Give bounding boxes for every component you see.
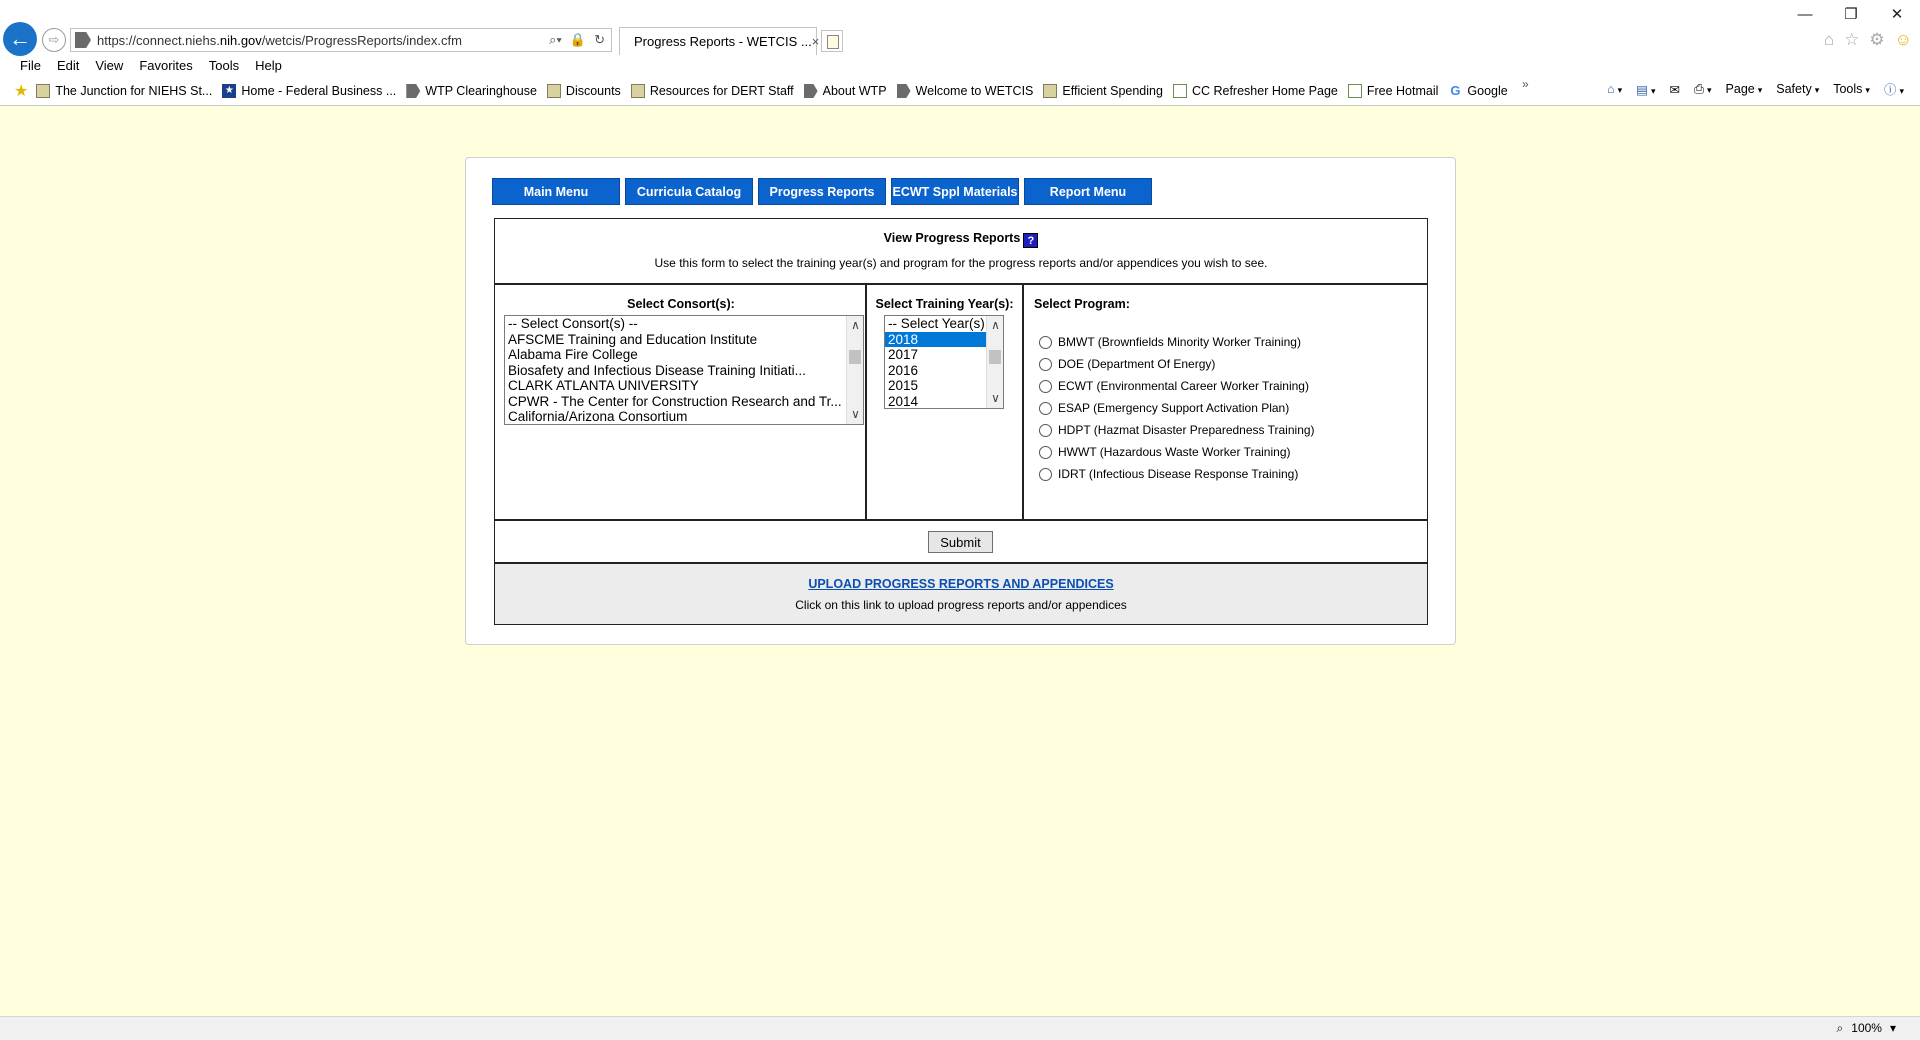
favorite-item[interactable] <box>222 84 396 98</box>
favorite-item[interactable] <box>36 84 212 98</box>
scroll-down-icon[interactable]: ∨ <box>851 407 860 421</box>
upload-reports-link[interactable]: UPLOAD PROGRESS REPORTS AND APPENDICES <box>808 577 1114 591</box>
home-menu-button[interactable]: ⌂ ▾ <box>1607 82 1623 96</box>
favorite-item[interactable] <box>804 84 887 98</box>
program-column <box>1024 285 1429 519</box>
favorite-label: Free Hotmail <box>1366 84 1439 98</box>
curricula-catalog-button[interactable]: Curricula Catalog <box>625 178 753 205</box>
back-arrow-icon: ← <box>9 26 31 51</box>
program-option-label: ECWT (Environmental Career Worker Training) <box>1058 379 1309 393</box>
page-menu[interactable]: Page ▾ <box>1725 82 1763 96</box>
restore-icon[interactable]: ❐ <box>1844 6 1858 23</box>
page-menu-label: Page <box>1725 82 1755 96</box>
favorite-label: Discounts <box>565 84 621 98</box>
help-question-icon[interactable]: ? <box>1023 233 1038 248</box>
status-bar <box>0 1016 1920 1040</box>
upload-section <box>495 564 1427 624</box>
safety-menu-label: Safety <box>1776 82 1812 96</box>
program-option-label: ESAP (Emergency Support Activation Plan) <box>1058 401 1290 415</box>
program-option-label: IDRT (Infectious Disease Response Training) <box>1058 467 1299 481</box>
program-option-label: DOE (Department Of Energy) <box>1058 357 1216 371</box>
program-option-hdpt[interactable] <box>1039 423 1315 437</box>
menu-bar <box>0 56 290 76</box>
zoom-dropdown-icon[interactable]: ▾ <box>1889 1021 1896 1035</box>
favorite-item[interactable] <box>631 84 794 98</box>
report-menu-button[interactable]: Report Menu <box>1024 178 1152 205</box>
year-option[interactable]: 2015 <box>888 378 919 393</box>
address-bar[interactable] <box>70 28 612 52</box>
folder-icon <box>1043 84 1057 98</box>
home-icon: ⌂ <box>1607 82 1615 96</box>
submit-button[interactable]: Submit <box>928 531 993 553</box>
mail-icon: ✉ <box>1669 82 1680 97</box>
submit-row <box>495 519 1427 564</box>
favorite-item[interactable] <box>1448 84 1507 98</box>
favorite-label: Efficient Spending <box>1062 84 1163 98</box>
favorite-label: CC Refresher Home Page <box>1191 84 1338 98</box>
consort-column <box>495 285 867 519</box>
forward-button[interactable] <box>42 28 66 52</box>
folder-icon <box>36 84 50 98</box>
form-title <box>495 231 1427 248</box>
help-menu[interactable]: ⓘ ▾ <box>1883 83 1904 97</box>
zoom-icon: ⌕ <box>1836 1021 1844 1035</box>
menu-tools[interactable]: Tools <box>208 58 240 73</box>
menu-view[interactable]: View <box>95 58 124 73</box>
zoom-level: 100% <box>1851 1021 1882 1035</box>
tools-menu[interactable]: Tools ▾ <box>1833 82 1870 96</box>
google-icon: G <box>1450 83 1461 98</box>
year-scrollbar[interactable] <box>986 316 1003 408</box>
favorite-item[interactable] <box>897 84 1034 98</box>
tab-progress-reports[interactable] <box>619 27 820 55</box>
radio-button[interactable] <box>1039 402 1052 415</box>
radio-button[interactable] <box>1039 358 1052 371</box>
progress-report-form <box>494 218 1428 625</box>
year-option[interactable]: -- Select Year(s) <box>888 316 985 331</box>
program-option-doe[interactable] <box>1039 357 1215 371</box>
program-option-label: BMWT (Brownfields Minority Worker Training) <box>1058 335 1301 349</box>
radio-button[interactable] <box>1039 446 1052 459</box>
year-label: Select Training Year(s): <box>875 297 1014 311</box>
program-option-esap[interactable] <box>1039 401 1289 415</box>
favorite-label: Google <box>1467 84 1508 98</box>
progress-reports-button[interactable]: Progress Reports <box>758 178 886 205</box>
favorite-label: Resources for DERT Staff <box>649 84 794 98</box>
year-option[interactable]: 2014 <box>888 393 919 409</box>
safety-menu[interactable]: Safety ▾ <box>1776 82 1820 96</box>
radio-button[interactable] <box>1039 380 1052 393</box>
folder-icon <box>547 84 561 98</box>
top-navigation <box>492 178 1152 205</box>
scroll-up-icon[interactable]: ∧ <box>851 318 860 332</box>
command-bar <box>1607 80 1904 98</box>
menu-edit[interactable]: Edit <box>56 58 80 73</box>
url-domain: nih.gov <box>219 32 262 48</box>
document-icon <box>1173 84 1187 98</box>
minimize-icon[interactable]: — <box>1797 5 1813 23</box>
scroll-thumb[interactable] <box>989 350 1001 364</box>
year-listbox[interactable] <box>884 315 1004 409</box>
page-icon <box>804 84 818 98</box>
favorite-label: Home - Federal Business ... <box>241 84 397 98</box>
forward-arrow-icon: ⇨ <box>48 32 60 47</box>
page-icon <box>406 84 420 98</box>
menu-favorites[interactable]: Favorites <box>139 58 193 73</box>
more-favorites-chevron-icon[interactable]: » <box>1522 77 1529 91</box>
new-tab-button[interactable] <box>821 30 843 52</box>
year-option[interactable]: 2016 <box>888 362 919 378</box>
page-icon <box>897 84 911 98</box>
consort-label: Select Consort(s): <box>627 297 735 311</box>
consort-option[interactable]: -- Select Consort(s) -- <box>508 316 638 331</box>
content-panel <box>465 157 1456 645</box>
radio-button[interactable] <box>1039 336 1052 349</box>
help-circle-icon: ⓘ <box>1883 83 1897 97</box>
read-mail-button[interactable] <box>1670 82 1680 97</box>
consort-option[interactable]: CLARK ATLANTA UNIVERSITY <box>508 378 699 393</box>
consort-option[interactable]: Alabama Fire College <box>508 347 638 362</box>
form-header <box>495 219 1427 285</box>
program-option-ecwt[interactable] <box>1039 379 1309 393</box>
radio-button[interactable] <box>1039 424 1052 437</box>
menu-file[interactable]: File <box>20 58 41 73</box>
back-button[interactable] <box>3 22 37 56</box>
consort-listbox[interactable] <box>504 315 864 425</box>
favorite-label: The Junction for NIEHS St... <box>55 84 213 98</box>
url-text[interactable] <box>97 33 549 48</box>
folder-icon <box>631 84 645 98</box>
feeds-button[interactable]: ▤ ▾ <box>1636 82 1656 97</box>
menu-help[interactable]: Help <box>255 58 282 73</box>
refresh-icon[interactable]: ↻ <box>594 32 605 47</box>
year-option-selected[interactable]: 2018 <box>885 332 1003 348</box>
program-option-hwwt[interactable] <box>1039 445 1291 459</box>
ecwt-sppl-materials-button[interactable]: ECWT Sppl Materials <box>891 178 1019 205</box>
year-option[interactable]: 2017 <box>888 347 919 362</box>
consort-option[interactable]: CPWR - The Center for Construction Research and Tr... <box>508 393 842 409</box>
consort-option[interactable]: AFSCME Training and Education Institute <box>508 331 758 347</box>
site-icon <box>75 32 91 48</box>
close-window-icon[interactable]: ✕ <box>1890 6 1904 23</box>
favorite-item[interactable] <box>1173 84 1338 98</box>
scroll-up-icon[interactable]: ∧ <box>991 318 1000 332</box>
rss-icon: ▤ <box>1636 82 1648 97</box>
add-favorite-star-icon[interactable]: ★ <box>14 83 29 100</box>
print-button[interactable]: ⎙ ▾ <box>1693 81 1712 96</box>
upload-note: Click on this link to upload progress reports and/or appendices <box>795 598 1127 612</box>
lock-icon[interactable]: 🔒 <box>569 32 587 47</box>
favorite-label: Welcome to WETCIS <box>915 84 1034 98</box>
form-title-text: View Progress Reports <box>883 231 1021 245</box>
window-controls <box>1782 0 1920 28</box>
document-icon <box>1348 84 1362 98</box>
favorites-bar <box>0 80 1518 102</box>
favorite-item[interactable] <box>547 84 621 98</box>
year-column <box>867 285 1024 519</box>
feedback-smiley-icon[interactable]: ☺ <box>1894 30 1912 49</box>
program-option-label: HWWT (Hazardous Waste Worker Training) <box>1058 445 1291 459</box>
program-label: Select Program: <box>1034 297 1130 311</box>
close-tab-icon[interactable]: × <box>811 34 820 49</box>
scroll-thumb[interactable] <box>849 350 861 364</box>
program-option-idrt[interactable] <box>1039 467 1298 481</box>
consort-scrollbar[interactable] <box>846 316 863 424</box>
favorite-label: WTP Clearinghouse <box>425 84 537 98</box>
favorite-label: About WTP <box>822 84 887 98</box>
favorites-star-icon[interactable]: ☆ <box>1844 30 1860 49</box>
settings-gear-icon[interactable]: ⚙ <box>1869 30 1885 49</box>
program-option-label: HDPT (Hazmat Disaster Preparedness Training) <box>1058 423 1315 437</box>
consort-option[interactable]: California/Arizona Consortium <box>508 409 688 424</box>
consort-option[interactable]: Biosafety and Infectious Disease Training Initiati... <box>508 362 806 378</box>
form-instructions: Use this form to select the training year(s) and program for the progress reports and/or appendices you wish to see. <box>654 256 1268 270</box>
browser-chrome <box>0 0 1920 106</box>
url-prefix: https://connect.niehs. <box>97 32 220 48</box>
favorite-item[interactable] <box>1043 84 1163 98</box>
home-icon[interactable]: ⌂ <box>1823 30 1835 49</box>
url-path: /wetcis/ProgressReports/index.cfm <box>261 32 462 48</box>
search-icon[interactable]: ⌕▾ <box>549 32 562 47</box>
radio-button[interactable] <box>1039 468 1052 481</box>
program-option-bmwt[interactable] <box>1039 335 1301 349</box>
favorite-item[interactable] <box>1348 84 1439 98</box>
favorite-item[interactable] <box>406 84 537 98</box>
main-menu-button[interactable]: Main Menu <box>492 178 620 205</box>
toolbar-right-icons <box>1824 30 1912 50</box>
printer-icon: ⎙ <box>1693 81 1704 96</box>
zoom-control[interactable] <box>1837 1021 1896 1036</box>
tab-title: Progress Reports - WETCIS ... <box>634 34 812 49</box>
star-badge-icon: ★ <box>222 84 236 98</box>
scroll-down-icon[interactable]: ∨ <box>991 391 1000 405</box>
tools-menu-label: Tools <box>1833 82 1863 96</box>
